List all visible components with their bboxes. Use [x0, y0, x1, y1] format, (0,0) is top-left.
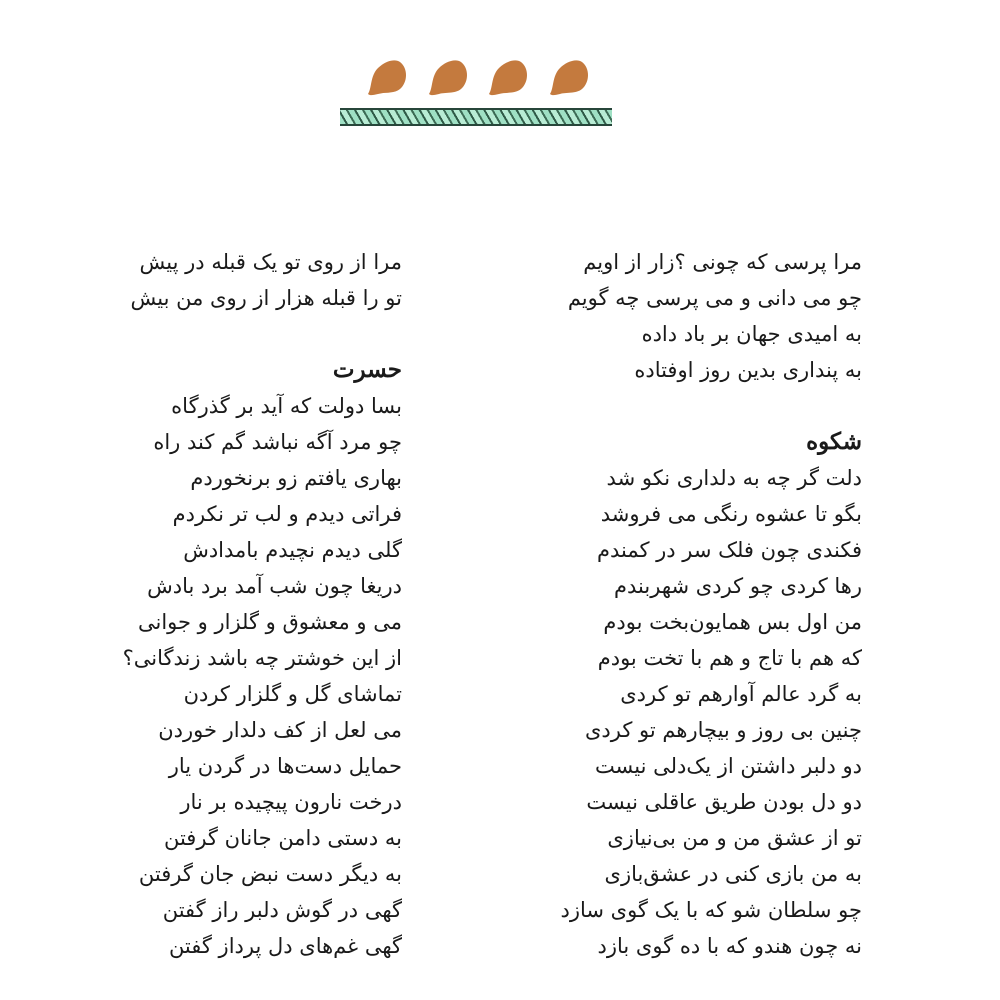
decorative-band [340, 108, 612, 126]
poem-line: دلت گر چه به دلداری نکو شد [606, 466, 862, 490]
intro-line: مرا پرسی که چونی ؟زار از اویم [583, 250, 862, 274]
poem-line: چو سلطان شو که با یک گوی سازد [560, 898, 862, 922]
poem-line: بسا دولت که آید بر گذرگاه [171, 394, 402, 418]
poem-line: دو دل بودن طریق عاقلی نیست [586, 790, 862, 814]
intro-line: چو می دانی و می پرسی چه گویم [567, 286, 862, 310]
poem-line: چو مرد آگه نباشد گم کند راه [153, 430, 402, 454]
poem-line: تو از عشق من و من بی‌نیازی [607, 826, 862, 850]
poem-line: از این خوشتر چه باشد زندگانی؟ [122, 646, 402, 670]
poem-line: می لعل از کف دلدار خوردن [158, 718, 402, 742]
poem-line: به دیگر دست نبض جان گرفتن [138, 862, 402, 886]
header-ornament [364, 56, 592, 98]
poem-line: چنین بی روز و بیچارهم تو کردی [585, 718, 862, 742]
poem-line: من اول بس همایون‌بخت بودم [603, 610, 862, 634]
poem-line: حمایل دست‌ها در گردن یار [168, 754, 402, 778]
poem-line: گلی دیدم نچیدم بامدادش [183, 538, 402, 562]
poem-line: بهاری یافتم زو برنخوردم [190, 466, 402, 490]
poem-line: نه چون هندو که با ده گوی بازد [597, 934, 862, 958]
poem-line: به من بازی کنی در عشق‌بازی [604, 862, 862, 886]
poem-line: گهی غم‌های دل پرداز گفتن [168, 934, 402, 958]
poem-line: دو دلبر داشتن از یک‌دلی نیست [594, 754, 862, 778]
poem-line: بگو تا عشوه رنگی می فروشد [600, 502, 862, 526]
right-poem-column [542, 244, 862, 964]
poem-line: تماشای گل و گلزار کردن [183, 682, 402, 706]
left-poem-column [82, 244, 402, 964]
poem-line: فراتی دیدم و لب تر نکردم [172, 502, 402, 526]
intro-line: به امیدی جهان بر باد داده [641, 322, 862, 346]
intro-line: به پنداری بدین روز اوفتاده [634, 358, 862, 382]
leaf-icon [546, 56, 592, 98]
poem-line: رها کردی چو کردی شهربندم [614, 574, 862, 598]
intro-line: مرا از روی تو یک قبله در پیش [139, 250, 402, 274]
leaf-icon [425, 56, 471, 98]
poem-line: درخت نارون پیچیده بر نار [180, 790, 402, 814]
poem-line: دریغا چون شب آمد برد بادش [147, 574, 402, 598]
poem-title: حسرت [332, 356, 402, 383]
poem-line: گهی در گوش دلبر راز گفتن [162, 898, 402, 922]
poem-line: به دستی دامن جانان گرفتن [163, 826, 402, 850]
poem-title: شکوه [806, 428, 862, 455]
poem-line: فکندی چون فلک سر در کمندم [596, 538, 862, 562]
poem-line: می و معشوق و گلزار و جوانی [137, 610, 402, 634]
leaf-icon [485, 56, 531, 98]
poem-line: به گرد عالم آوارهم تو کردی [620, 682, 862, 706]
poem-line: که هم با تاج و هم با تخت بودم [597, 646, 862, 670]
leaf-icon [364, 56, 410, 98]
intro-line: تو را قبله هزار از روی من بیش [130, 286, 402, 310]
